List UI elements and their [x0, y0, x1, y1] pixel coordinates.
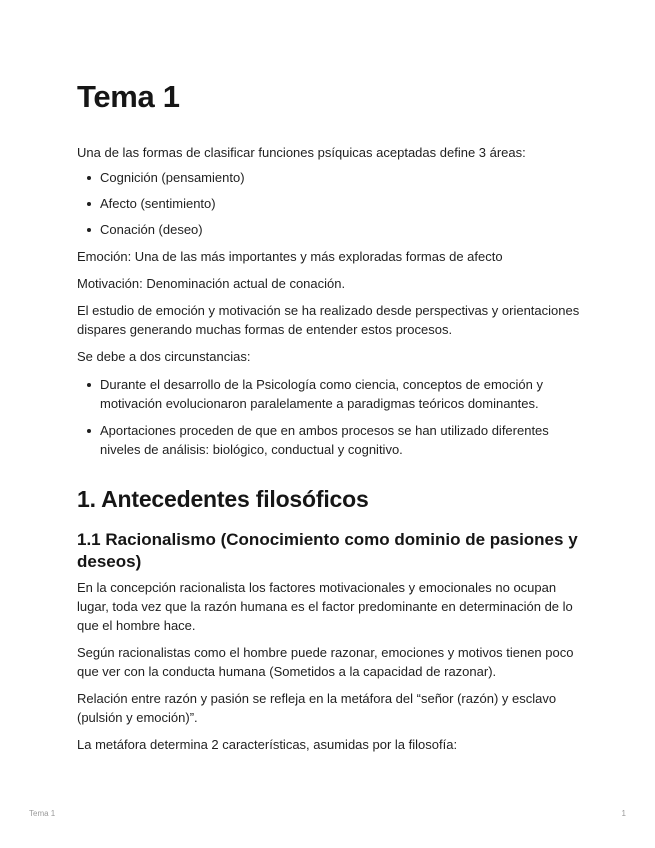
footer-document-title: Tema 1 — [29, 809, 56, 818]
areas-list — [77, 168, 582, 239]
list-item: Cognición (pensamiento) — [100, 168, 582, 187]
list-item: Conación (deseo) — [100, 220, 582, 239]
body-paragraph: La metáfora determina 2 características, asumidas por la filosofía: — [77, 737, 458, 752]
emocion-paragraph: Emoción: Una de las más importantes y más exploradas formas de afecto — [77, 249, 503, 264]
body-paragraph: Según racionalistas como el hombre puede razonar, emociones y motivos tienen poco que ver con la conducta humana (Sometidos a la capacidad de razonar). — [77, 645, 574, 679]
subsection-heading: 1.1 Racionalismo (Conocimiento como dominio de pasiones y deseos) — [77, 530, 578, 571]
page-title: Tema 1 — [77, 79, 180, 114]
list-item: Afecto (sentimiento) — [100, 194, 582, 213]
estudio-paragraph: El estudio de emoción y motivación se ha realizado desde perspectivas y orientaciones dispares generando muchas formas de entender estos procesos. — [77, 303, 580, 337]
footer-page-number: 1 — [621, 809, 626, 818]
motivacion-paragraph: Motivación: Denominación actual de conación. — [77, 276, 346, 291]
intro-paragraph: Una de las formas de clasificar funciones psíquicas aceptadas define 3 áreas: — [77, 145, 526, 160]
list-item: Aportaciones proceden de que en ambos procesos se han utilizado diferentes niveles de análisis: biológico, conductual y cognitivo. — [100, 421, 582, 459]
list-item: Durante el desarrollo de la Psicología como ciencia, conceptos de emoción y motivación evolucionaron paralelamente a paradigmas teóricos dominantes. — [100, 375, 582, 413]
circunstancias-list — [77, 375, 582, 459]
document-content — [77, 78, 582, 754]
circunstancias-intro: Se debe a dos circunstancias: — [77, 349, 251, 364]
body-paragraph: Relación entre razón y pasión se refleja en la metáfora del “señor (razón) y esclavo (pulsión y emoción)”. — [77, 691, 557, 725]
section-heading: 1. Antecedentes filosóficos — [77, 486, 369, 512]
body-paragraph: En la concepción racionalista los factores motivacionales y emocionales no ocupan lugar, toda vez que la razón humana es el factor predominante en determinación de lo que el hombre hace. — [77, 580, 573, 633]
